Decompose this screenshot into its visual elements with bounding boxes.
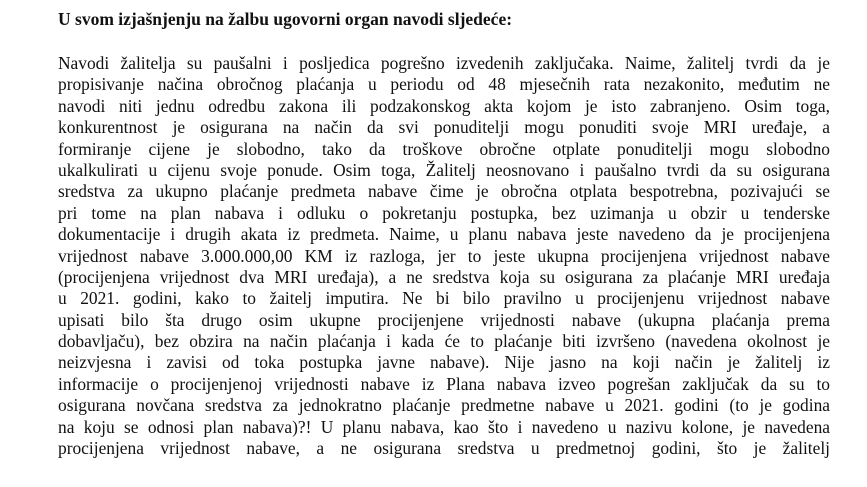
paragraph-line: u 2021. godini, kako to žaitelj imputira. Ne bi bilo pravilno u procijenjenu vrijednost nabave [58,288,830,309]
paragraph-line: procijenjena vrijednost nabave, a ne osigurana sredstva u predmetnoj godini, što je žalitelj [58,438,830,459]
paragraph-line: Navodi žalitelja su paušalni i posljedica pogrešno izvedenih zaključaka. Naime, žalitelj tvrdi da je [58,53,830,73]
paragraph-line: na koju se odnosi plan nabava)?! U planu nabava, kao što i navedeno u nazivu kolone, je navedena [58,416,830,437]
paragraph-line: dokumentacije i drugih akata iz predmeta. Naime, u planu nabava jeste navedeno da je procijenjena [58,224,830,245]
paragraph-line: propisivanje načina obročnog plaćanja u periodu od 48 mjesečnih rata nezakonito, međutim ne [58,74,830,95]
paragraph-line: neizvjesna i zavisi od toka postupka javne nabave). Nije jasno na koji način je žalitelj iz [58,352,830,373]
section-heading: U svom izjašnjenju na žalbu ugovorni organ navodi sljedeće: [58,9,513,29]
paragraph-line: osigurana novčana sredstva za jednokratno plaćanje predmetne nabave u 2021. godini (to je godina [58,395,830,416]
paragraph-line: pri tome na plan nabava i odluku o pokretanju postupka, bez uzimanja u obzir u tenderske [58,202,830,223]
paragraph-line: dobavljaču), bez obzira na način plaćanja i kada će to plaćanje biti izvršeno (navedena okolnost je [58,331,830,352]
paragraph-line: (procijenjena vrijednost dva MRI uređaja), a ne sredstva koja su osigurana za plaćanje MRI uređaja [58,266,830,287]
paragraph-line: vrijednost nabave 3.000.000,00 KM iz razloga, jer to jeste ukupna procijenjena vrijednost nabave [58,245,830,266]
paragraph-line: navodi niti jednu odredbu zakona ili podzakonskog akta kojom je isto zabranjeno. Osim toga, [58,95,830,116]
paragraph-line: informacije o procijenjenoj vrijednosti nabave iz Plana nabava izveo pogrešan zaključak da su to [58,373,830,394]
body-paragraph [58,53,830,459]
paragraph-line: ukalkulirati u cijenu svoje ponude. Osim toga, Žalitelj neosnovano i paušalno tvrdi da su osigurana [58,159,830,180]
paragraph-line: formiranje cijene je slobodno, tako da troškove obročne otplate ponuditelji mogu slobodno [58,138,830,159]
paragraph-line: sredstva za ukupno plaćanje predmeta nabave čime je obročna otplata bespotrebna, pozivajući se [58,181,830,202]
paragraph-line: upisati bilo šta drugo osim ukupne procijenjene vrijednosti nabave (ukupna plaćanja prema [58,309,830,330]
paragraph-line: konkurentnost je osigurana na način da svi ponuditelji mogu ponuditi svoje MRI uređaje, a [58,117,830,138]
